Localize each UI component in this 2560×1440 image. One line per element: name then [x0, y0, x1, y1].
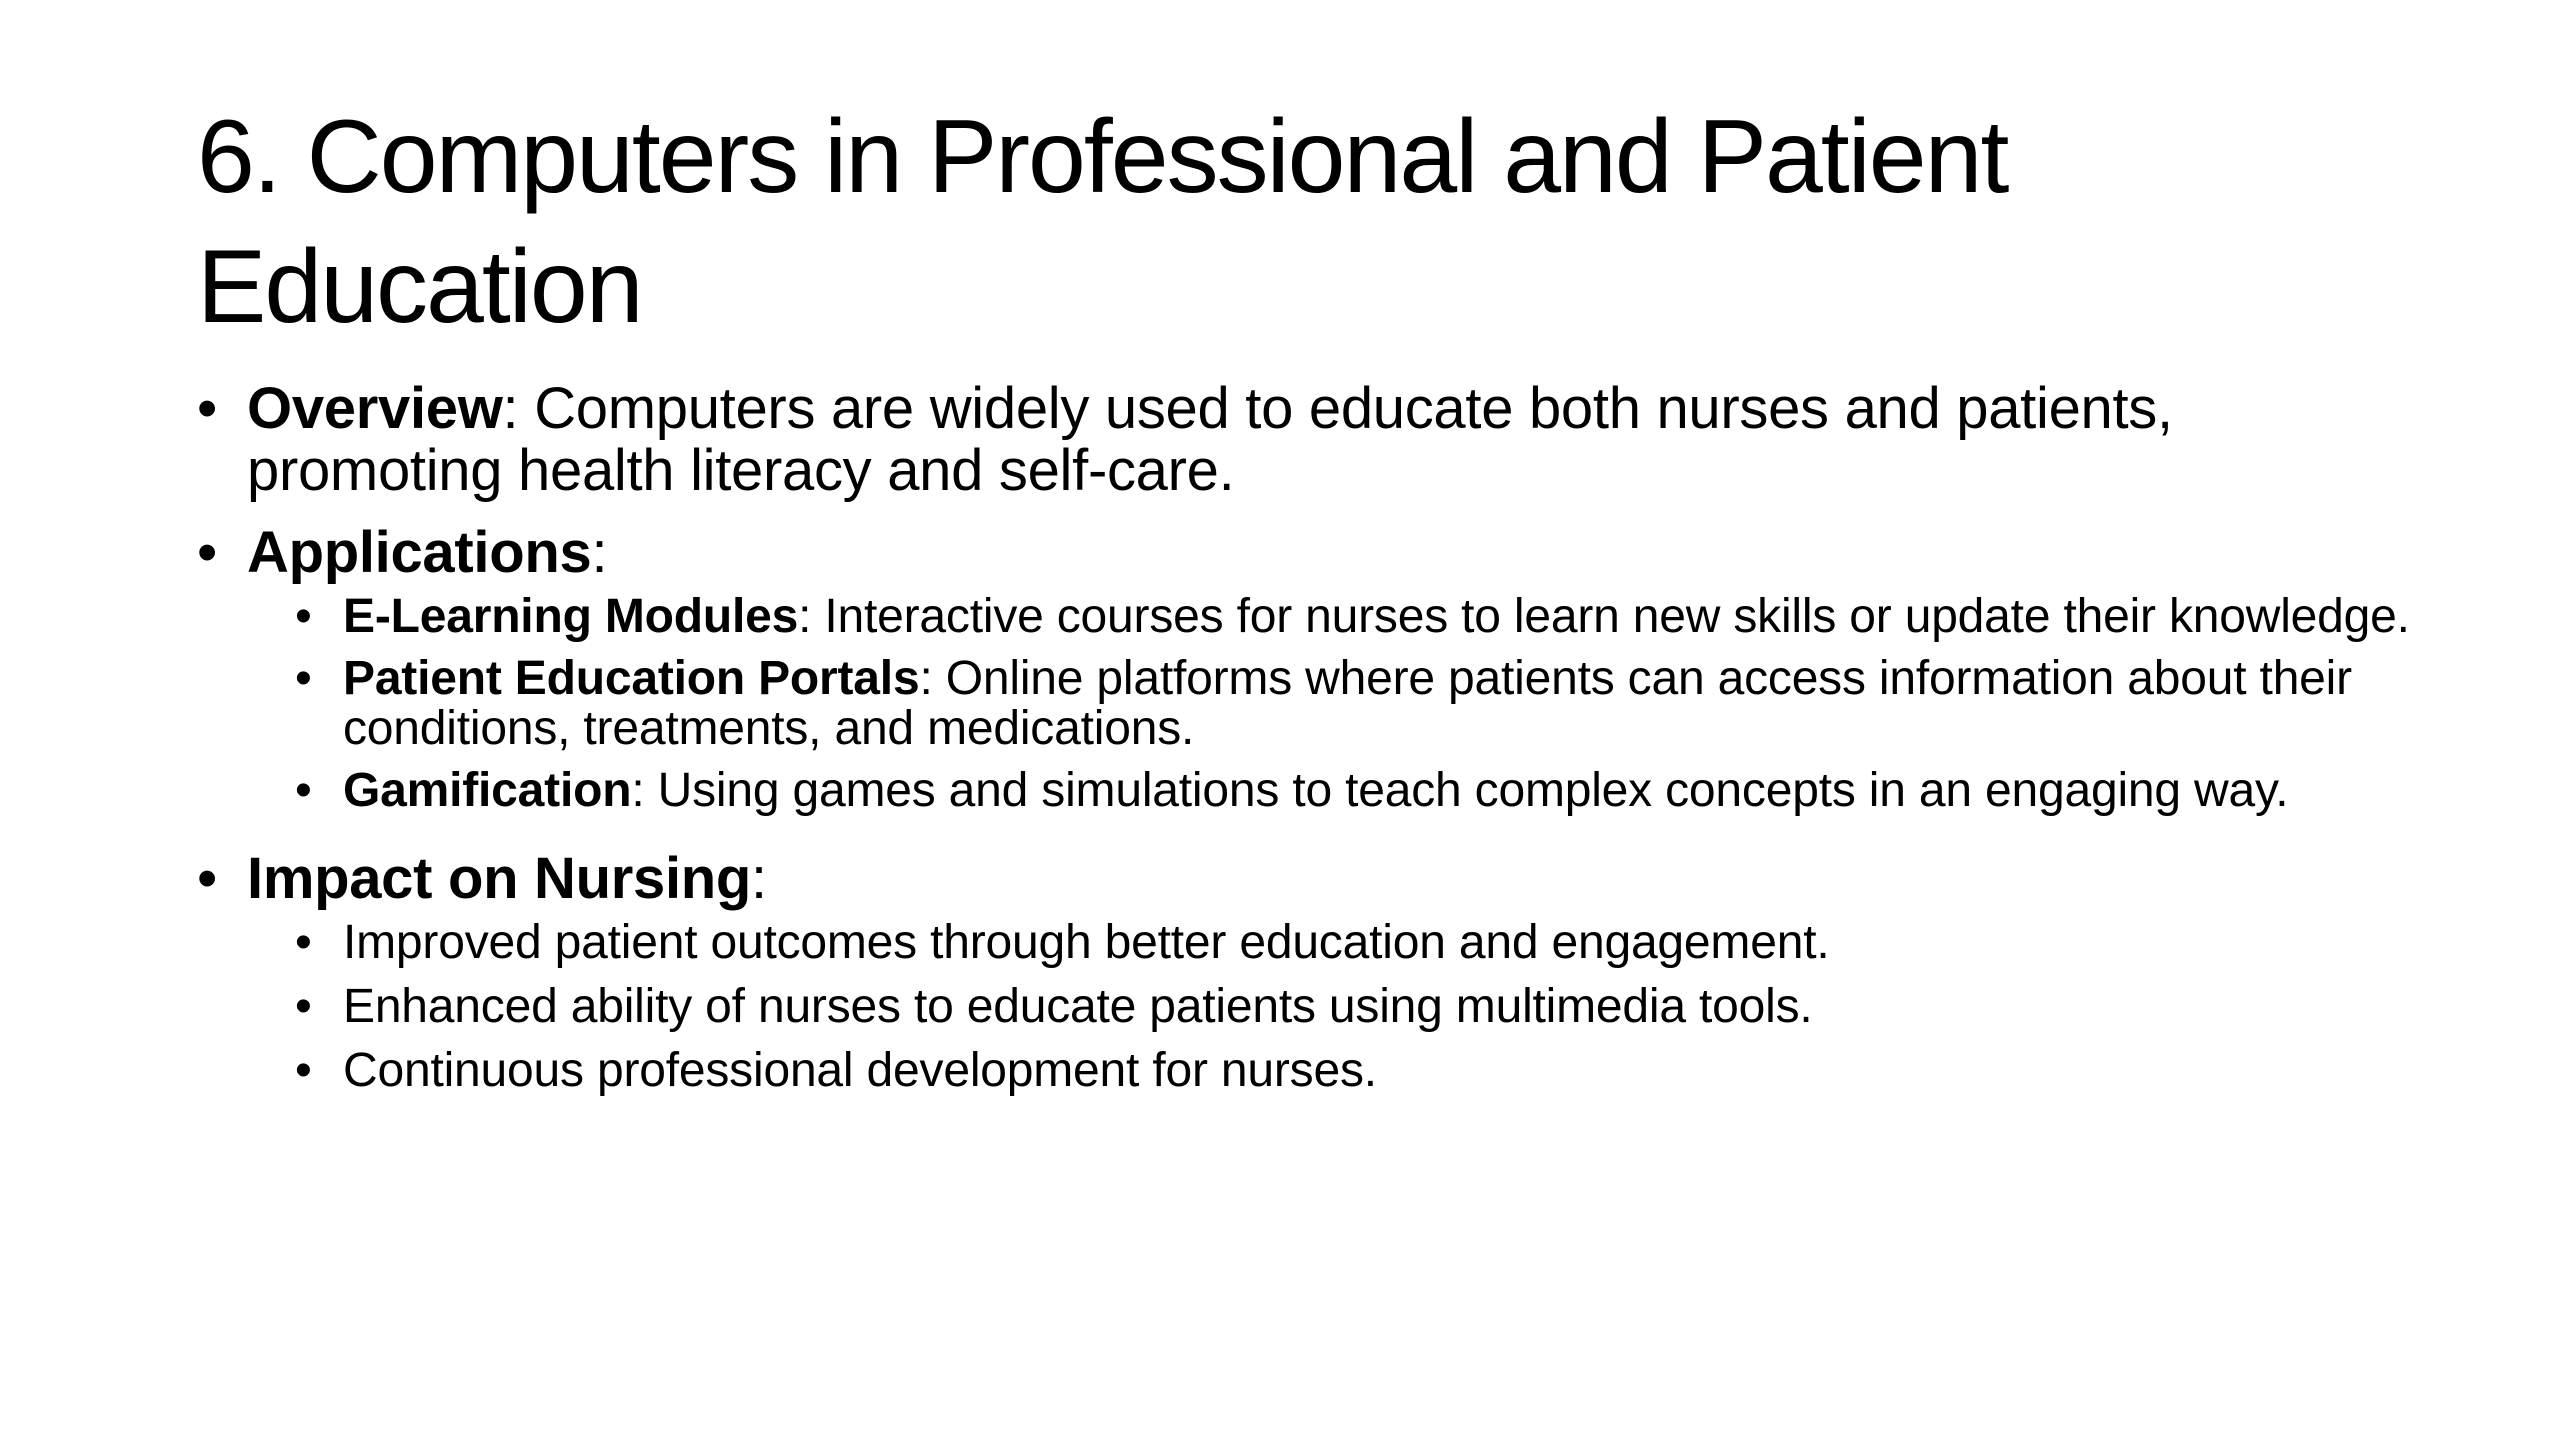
bullet-icon: •: [295, 764, 312, 817]
bullet-icon: •: [197, 520, 218, 585]
applications-separator: :: [591, 520, 608, 585]
gamification-text: Using games and simulations to teach complex concepts in an engaging way.: [644, 764, 2289, 817]
patient-portals-separator: :: [919, 652, 933, 705]
slide-title: 6. Computers in Professional and Patient Education: [197, 99, 2008, 345]
bullet-impact: [197, 848, 2437, 910]
sub-bullet-impact-1: [295, 918, 2437, 968]
impact-item-text: Improved patient outcomes through better education and engagement.: [343, 916, 1830, 969]
impact-label: Impact on Nursing: [247, 846, 752, 911]
sub-bullet-patient-portals: [295, 654, 2437, 754]
impact-item-text: Enhanced ability of nurses to educate patients using multimedia tools.: [343, 980, 1813, 1033]
bullet-applications: [197, 522, 2437, 584]
overview-separator: :: [502, 376, 519, 441]
sub-bullet-impact-3: [295, 1046, 2437, 1096]
elearning-separator: :: [798, 590, 812, 643]
patient-portals-label: Patient Education Portals: [343, 652, 920, 705]
elearning-text: Interactive courses for nurses to learn new skills or update their knowledge.: [811, 590, 2410, 643]
bullet-icon: •: [295, 590, 312, 643]
sub-bullet-elearning: [295, 592, 2437, 642]
bullet-icon: •: [295, 916, 312, 969]
gamification-label: Gamification: [343, 764, 632, 817]
bullet-icon: •: [197, 846, 218, 911]
patient-portals-text: Online platforms where patients can access information about their conditions, treatments, and medications.: [343, 652, 2352, 755]
bullet-icon: •: [295, 1044, 312, 1097]
bullet-icon: •: [295, 980, 312, 1033]
bullet-icon: •: [197, 376, 218, 441]
elearning-label: E-Learning Modules: [343, 590, 799, 643]
bullet-icon: •: [295, 652, 312, 705]
sub-bullet-gamification: [295, 766, 2437, 816]
gamification-separator: :: [631, 764, 645, 817]
slide-content: [197, 378, 2437, 1096]
impact-item-text: Continuous professional development for nurses.: [343, 1044, 1377, 1097]
overview-text: Computers are widely used to educate both nurses and patients, promoting health literacy and self-care.: [247, 376, 2173, 503]
sub-bullet-impact-2: [295, 982, 2437, 1032]
bullet-overview: [197, 378, 2437, 502]
applications-label: Applications: [247, 520, 592, 585]
overview-label: Overview: [247, 376, 503, 441]
impact-separator: :: [751, 846, 767, 911]
